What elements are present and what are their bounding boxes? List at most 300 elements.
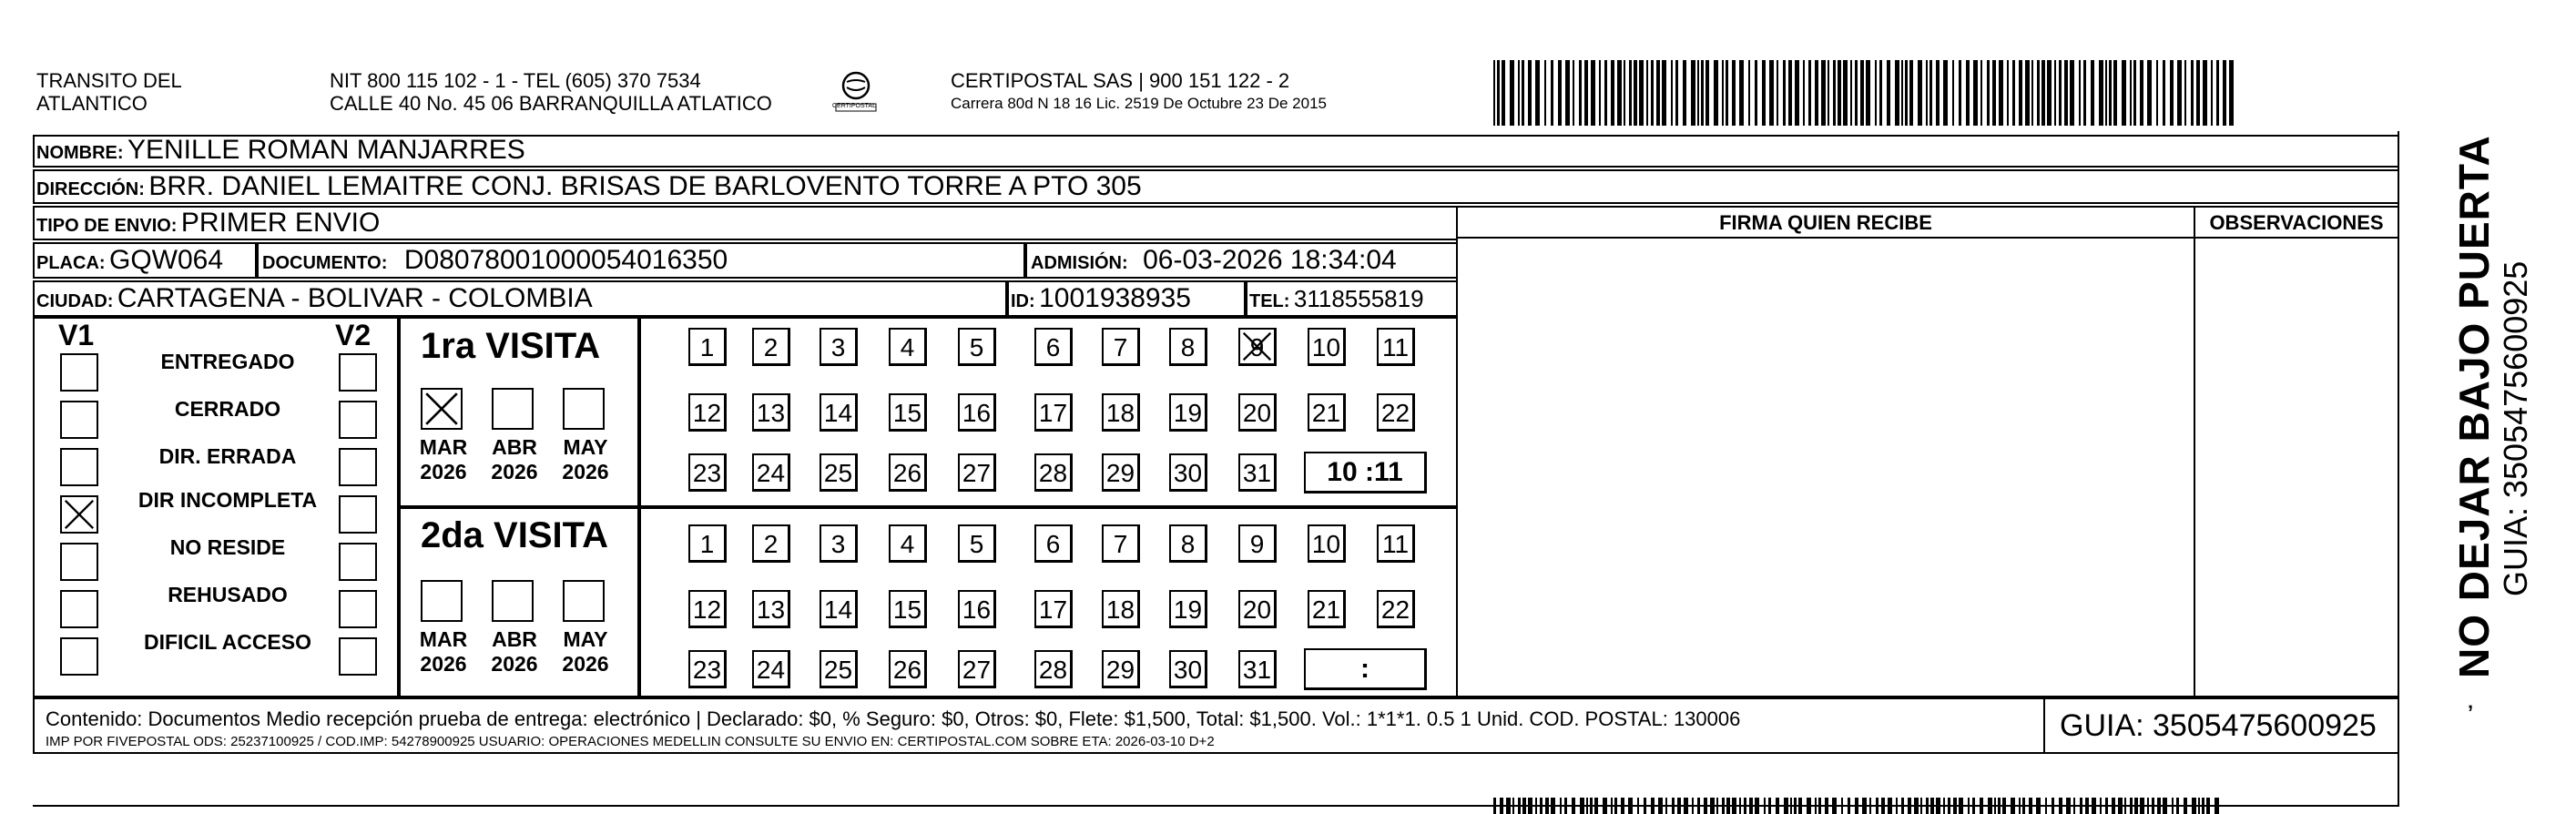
barcode-bar	[1714, 60, 1718, 126]
barcode-bar	[1701, 60, 1704, 126]
month-year: 2026	[420, 460, 467, 483]
status-label: REHUSADO	[168, 583, 288, 606]
visit2-day-box[interactable]: 7	[1102, 524, 1140, 563]
document-label: DOCUMENTO:	[262, 253, 388, 273]
visit1-day-box[interactable]: 5	[958, 328, 996, 366]
barcode-bar	[1502, 60, 1505, 126]
barcode-bar	[1665, 798, 1667, 814]
visit2-day-box[interactable]: 22	[1377, 590, 1415, 628]
barcode-bar	[2036, 798, 2041, 814]
plate-value: GQW064	[109, 245, 224, 275]
visit1-day-box[interactable]: 15	[889, 393, 927, 432]
visit2-month-label	[549, 627, 622, 677]
barcode-bar	[1841, 798, 1843, 814]
shipment-value: PRIMER ENVIO	[180, 208, 381, 238]
city-field	[36, 283, 593, 314]
visit1-day-box[interactable]: 18	[1102, 393, 1140, 432]
barcode-bar	[2216, 60, 2219, 126]
sender-org	[36, 69, 182, 115]
barcode-bar	[2059, 60, 2062, 126]
barcode-bar	[2140, 60, 2143, 126]
barcode-bar	[1762, 60, 1766, 126]
city-value: CARTAGENA - BOLIVAR - COLOMBIA	[117, 283, 593, 313]
visit1-month-checkbox[interactable]	[421, 388, 463, 430]
side-warning: NO DEJAR BAJO PUERTA	[2450, 135, 2498, 678]
barcode-bar	[1777, 60, 1778, 126]
status-v1-checkbox[interactable]	[60, 637, 98, 676]
status-v2-checkbox[interactable]	[339, 543, 377, 581]
barcode-bar	[1704, 798, 1707, 814]
admission-divider	[1023, 242, 1027, 279]
barcode-bar	[1808, 60, 1811, 126]
visit2-day-box[interactable]: 27	[958, 650, 996, 688]
month-year: 2026	[491, 652, 538, 676]
barcode-bar	[1522, 60, 1524, 126]
visit2-day-box[interactable]: 20	[1238, 590, 1277, 628]
visit2-time-box[interactable]: :	[1304, 648, 1427, 690]
barcode-bar	[1860, 60, 1864, 126]
visit2-day-box[interactable]: 21	[1308, 590, 1346, 628]
visit1-day-box[interactable]: 1	[688, 328, 727, 366]
barcode-bar	[1528, 798, 1532, 814]
barcode-bar	[1869, 798, 1871, 814]
barcode-bar	[1953, 798, 1957, 814]
visit-divider	[397, 505, 1458, 509]
barcode-bar	[1584, 60, 1588, 126]
visit2-month-checkbox[interactable]	[492, 580, 534, 622]
barcode-bar	[1833, 60, 1836, 126]
logo-text: CERTIPOSTAL	[832, 103, 876, 109]
visit2-day-box[interactable]: 31	[1238, 650, 1277, 688]
barcode-bar	[1500, 798, 1503, 814]
status-v1-checkbox[interactable]	[60, 353, 98, 392]
barcode-bar	[1545, 798, 1549, 814]
visit2-day-box[interactable]: 15	[889, 590, 927, 628]
barcode-bar	[1930, 798, 1934, 814]
tel-label: TEL:	[1249, 291, 1290, 311]
barcode-bar	[1994, 798, 1996, 814]
barcode-bar	[1551, 60, 1553, 126]
visit1-day-box[interactable]: 25	[820, 453, 858, 492]
barcode-bar	[1722, 60, 1724, 126]
barcode-bar	[2047, 60, 2052, 126]
barcode-bar	[1908, 798, 1911, 814]
barcode-bar	[2012, 60, 2015, 126]
visit2-title: 2da VISITA	[421, 515, 608, 555]
barcode-bar	[1875, 60, 1877, 126]
status-v2-checkbox[interactable]	[339, 495, 377, 534]
barcode-bar	[1564, 798, 1567, 814]
barcode-bar	[1579, 60, 1582, 126]
month-name: MAR	[419, 627, 468, 651]
visit2-day-box[interactable]: 28	[1034, 650, 1073, 688]
barcode-bar	[1675, 60, 1678, 126]
barcode-bar	[1651, 798, 1655, 814]
visit1-day-box[interactable]: 2	[752, 328, 790, 366]
visit1-day-box[interactable]: 6	[1034, 328, 1073, 366]
barcode-bar	[1821, 60, 1826, 126]
barcode-bar	[1611, 798, 1613, 814]
visit2-day-box[interactable]: 14	[820, 590, 858, 628]
barcode-bar	[1739, 60, 1744, 126]
barcode-bar	[2091, 60, 2094, 126]
bottom-barcode-fragment	[1493, 798, 2222, 814]
barcode-bar	[1999, 60, 2003, 126]
visit2-day-box[interactable]: 24	[752, 650, 790, 688]
visit2-day-box[interactable]: 13	[752, 590, 790, 628]
courier-line2: Carrera 80d N 18 16 Lic. 2519 De Octubre 23 De 2015	[951, 95, 1327, 112]
visit2-day-box[interactable]: 29	[1102, 650, 1140, 688]
barcode-bar	[1815, 798, 1817, 814]
barcode-bar	[2007, 60, 2009, 126]
barcode-bar	[2176, 798, 2179, 814]
barcode-bar	[1987, 60, 1990, 126]
visit2-day-box[interactable]: 26	[889, 650, 927, 688]
barcode-bar	[1973, 60, 1978, 126]
barcode-bar	[2184, 798, 2187, 814]
visit1-day-box[interactable]: 28	[1034, 453, 1073, 492]
status-v1-checkbox[interactable]	[60, 448, 98, 486]
barcode-bar	[1926, 60, 1928, 126]
visit1-day-box[interactable]: 22	[1377, 393, 1415, 432]
barcode-bar	[1624, 60, 1625, 126]
barcode-bar	[2019, 60, 2022, 126]
barcode-bar	[2066, 798, 2071, 814]
barcode-bar	[1936, 798, 1940, 814]
barcode-bar	[1590, 798, 1593, 814]
barcode-bar	[2041, 60, 2045, 126]
barcode-bar	[1807, 798, 1811, 814]
barcode-bar	[2083, 60, 2086, 126]
visit2-day-box[interactable]: 19	[1169, 590, 1207, 628]
barcode-bar	[1705, 60, 1709, 126]
barcode-bar	[2140, 798, 2144, 814]
barcode-bar	[2134, 798, 2138, 814]
barcode-bar	[1744, 798, 1746, 814]
id-field	[1011, 283, 1191, 314]
barcode-bar	[2203, 60, 2207, 126]
barcode-bar	[2124, 798, 2126, 814]
barcode-bar	[2099, 60, 2103, 126]
barcode-bar	[1634, 60, 1637, 126]
barcode-bar	[2037, 60, 2040, 126]
barcode-bar	[1603, 798, 1607, 814]
visit1-day-box[interactable]: 8	[1169, 328, 1207, 366]
barcode-bar	[1560, 798, 1562, 814]
visit2-day-box[interactable]: 25	[820, 650, 858, 688]
barcode-bar	[2122, 60, 2126, 126]
barcode-bar	[2202, 798, 2204, 814]
status-v2-checkbox[interactable]	[339, 401, 377, 439]
barcode-bar	[1855, 798, 1858, 814]
barcode-bar	[2170, 60, 2174, 126]
id-divider	[1005, 280, 1009, 317]
barcode-bar	[1783, 60, 1786, 126]
tel-field	[1249, 285, 1424, 313]
visit2-day-box[interactable]: 11	[1377, 524, 1415, 563]
tel-value: 3118555819	[1293, 285, 1424, 312]
barcode-bar	[1832, 798, 1837, 814]
visit1-day-box[interactable]: 4	[889, 328, 927, 366]
id-label: ID:	[1011, 291, 1035, 311]
barcode-bar	[1918, 60, 1922, 126]
barcode-bar	[1732, 60, 1736, 126]
visit1-day-box[interactable]: 17	[1034, 393, 1073, 432]
barcode-bar	[2031, 60, 2033, 126]
barcode-bar	[1788, 60, 1792, 126]
barcode-bar	[1952, 60, 1954, 126]
barcode-bar	[1818, 798, 1821, 814]
visit1-day-box[interactable]: 13	[752, 393, 790, 432]
barcode-bar	[1838, 60, 1841, 126]
side-guia: GUIA: 3505475600925	[2497, 260, 2534, 596]
visit1-day-box[interactable]: 30	[1169, 453, 1207, 492]
barcode-bar	[2211, 60, 2213, 126]
observations-title: OBSERVACIONES	[2209, 211, 2384, 234]
visit1-day-box[interactable]: 14	[820, 393, 858, 432]
status-v2-checkbox[interactable]	[339, 637, 377, 676]
visit2-day-box[interactable]: 1	[688, 524, 727, 563]
barcode-bar	[2019, 798, 2021, 814]
barcode-bar	[1535, 60, 1540, 126]
barcode-bar	[1716, 798, 1718, 814]
barcode-bar	[1798, 798, 1802, 814]
visit1-day-box[interactable]: 24	[752, 453, 790, 492]
barcode-bar	[1726, 60, 1728, 126]
plate-label: PLACA:	[36, 253, 106, 273]
barcode-bar	[2198, 798, 2200, 814]
visit2-day-box[interactable]: 16	[958, 590, 996, 628]
barcode-bar	[1512, 798, 1514, 814]
barcode-bar	[2163, 798, 2167, 814]
visit1-day-box[interactable]: 27	[958, 453, 996, 492]
barcode-bar	[2052, 798, 2054, 814]
visit1-day-box[interactable]: 23	[688, 453, 727, 492]
month-name: MAR	[419, 435, 468, 459]
barcode-bar	[1769, 60, 1774, 126]
visit2-day-box[interactable]: 12	[688, 590, 727, 628]
visit2-day-box[interactable]: 4	[889, 524, 927, 563]
visit2-day-box[interactable]: 30	[1169, 650, 1207, 688]
visit1-month-checkbox[interactable]	[492, 388, 534, 430]
visit2-day-box[interactable]: 6	[1034, 524, 1073, 563]
address-label: DIRECCIÓN:	[36, 179, 145, 199]
barcode-bar	[1697, 798, 1700, 814]
barcode-bar	[2118, 798, 2123, 814]
visit1-day-box[interactable]: 3	[820, 328, 858, 366]
visit2-day-box[interactable]: 2	[752, 524, 790, 563]
barcode-bar	[2191, 60, 2194, 126]
barcode-bar	[2080, 798, 2082, 814]
barcode-bar	[1644, 798, 1646, 814]
barcode-bar	[1722, 798, 1725, 814]
visit1-day-box[interactable]: 29	[1102, 453, 1140, 492]
barcode-bar	[1518, 798, 1521, 814]
footer-print-info: IMP POR FIVEPOSTAL ODS: 25237100925 / COD.IMP: 54278900925 USUARIO: OPERACIONES MEDELLIN CONSULTE SU ENVIO EN: CERTIPOSTAL.COM SOBRE ETA: 2026-03-10 D+2	[46, 734, 1215, 749]
visit1-day-box[interactable]: 19	[1169, 393, 1207, 432]
barcode-bar	[1803, 60, 1805, 126]
status-v1-checkbox[interactable]	[60, 401, 98, 439]
barcode-bar	[2206, 798, 2210, 814]
visit1-day-box[interactable]: 31	[1238, 453, 1277, 492]
status-v2-checkbox[interactable]	[339, 590, 377, 628]
barcode-bar	[1888, 798, 1892, 814]
status-v1-checkbox[interactable]	[60, 495, 98, 534]
barcode-bar	[1611, 60, 1614, 126]
sender-nit	[330, 69, 772, 115]
barcode-bar	[1966, 60, 1970, 126]
barcode-bar	[1599, 60, 1601, 126]
barcode-bar	[2113, 60, 2117, 126]
barcode-bar	[1604, 60, 1607, 126]
visit2-month-label	[478, 627, 551, 677]
barcode-bar	[1586, 798, 1588, 814]
barcode-bar	[1614, 798, 1617, 814]
barcode-bar	[1629, 60, 1632, 126]
barcode-bar	[1815, 60, 1818, 126]
barcode-bar	[2215, 798, 2219, 814]
barcode-bar	[1591, 60, 1595, 126]
sender-org-line1: TRANSITO DEL	[36, 69, 182, 92]
barcode-bar	[1651, 60, 1654, 126]
courier-info	[951, 69, 1327, 115]
barcode-bar	[1692, 798, 1694, 814]
status-label: ENTREGADO	[160, 350, 295, 373]
barcode-bar	[1879, 60, 1882, 126]
visit1-day-box[interactable]: 12	[688, 393, 727, 432]
footer-contents: Contenido: Documentos Medio recepción prueba de entrega: electrónico | Declarado: $0, % Seguro: $0, Otros: $0, Flete: $1,500, Total: $1,500. Vol.: 1*1*1. 0.5 1 Unid. COD. POSTAL: 130006	[46, 707, 1741, 730]
visit2-day-box[interactable]: 3	[820, 524, 858, 563]
visit1-day-box[interactable]: 16	[958, 393, 996, 432]
visit1-day-box[interactable]: 26	[889, 453, 927, 492]
name-label: NOMBRE:	[36, 143, 124, 163]
barcode-bar	[2029, 798, 2032, 814]
barcode-bar	[1926, 798, 1929, 814]
visit2-month-checkbox[interactable]	[421, 580, 463, 622]
visit1-month-label	[549, 435, 622, 484]
barcode-bar	[1980, 60, 1982, 126]
v1-heading: V1	[58, 319, 95, 351]
barcode-bar	[1656, 60, 1660, 126]
admission-field	[1031, 245, 1397, 276]
month-year: 2026	[420, 652, 467, 676]
visit1-day-box[interactable]: 7	[1102, 328, 1140, 366]
barcode-bar	[1662, 60, 1666, 126]
barcode-bar	[2112, 798, 2115, 814]
visit1-day-box[interactable]: 20	[1238, 393, 1277, 432]
visit2-day-box[interactable]: 23	[688, 650, 727, 688]
status-label: DIR. ERRADA	[158, 444, 297, 468]
barcode-bar	[1639, 60, 1644, 126]
status-label: CERRADO	[174, 397, 281, 421]
barcode-bar	[1646, 60, 1648, 126]
barcode-bar	[1959, 798, 1963, 814]
observations-column	[2194, 206, 2399, 697]
barcode-bar	[1972, 798, 1975, 814]
footer-guia: GUIA: 3505475600925	[2060, 708, 2377, 743]
barcode-bar	[1683, 60, 1686, 126]
visit2-day-box[interactable]: 18	[1102, 590, 1140, 628]
barcode-bar	[1506, 798, 1511, 814]
barcode-bar	[1988, 798, 1992, 814]
month-name: ABR	[492, 627, 537, 651]
status-label: DIR INCOMPLETA	[137, 488, 318, 512]
barcode-bar	[2157, 798, 2161, 814]
visit1-day-box[interactable]: 11	[1377, 328, 1415, 366]
barcode-bar	[1617, 60, 1622, 126]
visit1-title: 1ra VISITA	[421, 326, 601, 366]
status-v2-checkbox[interactable]	[339, 448, 377, 486]
status-v1-checkbox[interactable]	[60, 590, 98, 628]
city-label: CIUDAD:	[36, 291, 114, 311]
barcode-bar	[1493, 798, 1496, 814]
barcode-bar	[1755, 798, 1759, 814]
barcode-bar	[1510, 60, 1514, 126]
barcode-bar	[1848, 798, 1850, 814]
barcode-bar	[1959, 60, 1961, 126]
id-value: 1001938935	[1039, 283, 1191, 313]
barcode-bar	[1784, 798, 1788, 814]
barcode-bar	[2105, 798, 2108, 814]
barcode-bar	[1710, 798, 1715, 814]
barcode-bar	[1621, 798, 1624, 814]
tel-divider	[1244, 280, 1247, 317]
barcode-bar	[1929, 60, 1932, 126]
month-year: 2026	[562, 652, 609, 676]
visit1-day-box[interactable]: 21	[1308, 393, 1346, 432]
barcode-bar	[2147, 798, 2149, 814]
barcode-bar	[2130, 60, 2132, 126]
barcode-bar	[1887, 60, 1890, 126]
barcode-bar	[1726, 798, 1730, 814]
visit2-day-box[interactable]: 9	[1238, 524, 1277, 563]
visit1-time-box[interactable]: 10 :11	[1304, 452, 1427, 493]
status-v2-checkbox[interactable]	[339, 353, 377, 392]
barcode-bar	[1843, 60, 1848, 126]
barcode-bar	[1572, 798, 1575, 814]
barcode-bar	[1992, 60, 1996, 126]
shipment-field	[36, 208, 380, 239]
barcode-bar	[1825, 798, 1828, 814]
barcode-bar	[1768, 798, 1771, 814]
side-tick-mark: ʼ	[2468, 701, 2474, 724]
barcode-bar	[1748, 60, 1750, 126]
barcode-bar	[2172, 798, 2174, 814]
barcode-bar	[1637, 798, 1639, 814]
visit2-month-checkbox[interactable]	[563, 580, 605, 622]
barcode-bar	[1749, 798, 1753, 814]
visit1-day-box[interactable]: 9	[1238, 328, 1277, 366]
visit2-day-box[interactable]: 17	[1034, 590, 1073, 628]
plate-field	[36, 245, 223, 276]
barcode-bar	[2152, 798, 2154, 814]
barcode-bar	[2109, 60, 2112, 126]
barcode-bar	[1936, 60, 1940, 126]
barcode-bar	[1943, 60, 1948, 126]
visit2-day-box[interactable]: 10	[1308, 524, 1346, 563]
visit1-day-box[interactable]: 10	[1308, 328, 1346, 366]
visit1-month-checkbox[interactable]	[563, 388, 605, 430]
barcode-bar	[1522, 798, 1526, 814]
status-v1-checkbox[interactable]	[60, 543, 98, 581]
barcode-bar	[1493, 60, 1495, 126]
signature-title: FIRMA QUIEN RECIBE	[1719, 211, 1932, 234]
barcode-bar	[1862, 798, 1867, 814]
barcode-bar	[1540, 798, 1543, 814]
barcode-bar	[1828, 60, 1829, 126]
visit2-day-box[interactable]: 8	[1169, 524, 1207, 563]
visit2-day-box[interactable]: 5	[958, 524, 996, 563]
